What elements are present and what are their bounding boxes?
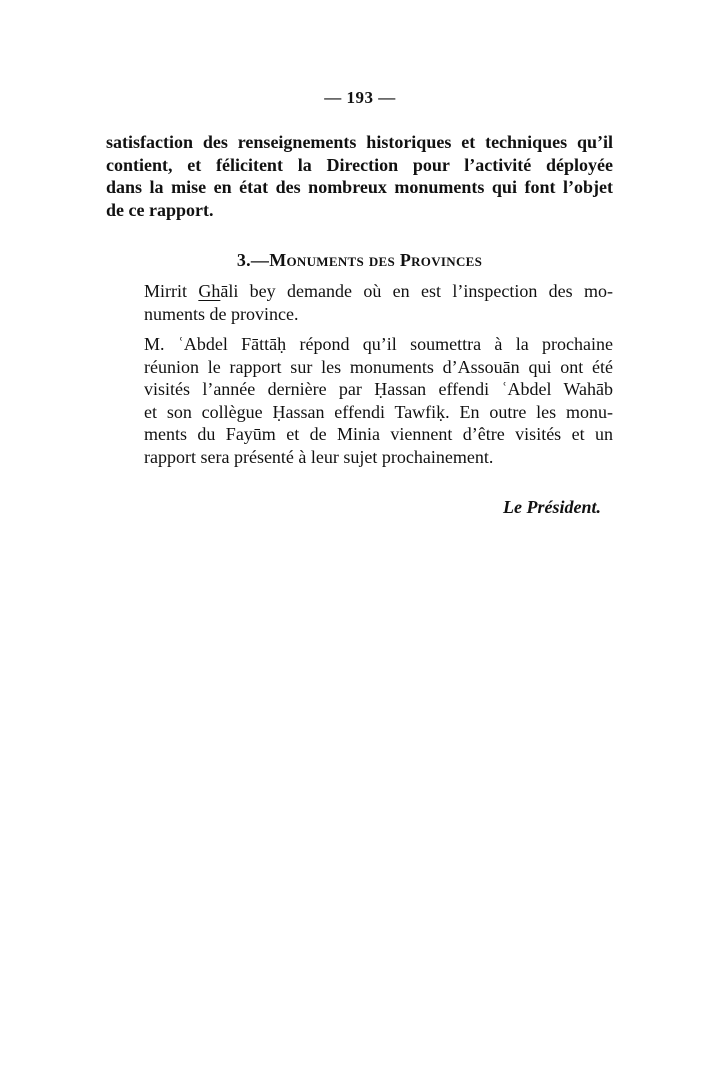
paragraph-continuation bbox=[106, 131, 613, 221]
section-heading: 3.—Monuments des Provinces bbox=[236, 250, 483, 270]
paragraph-reply bbox=[106, 333, 613, 468]
paragraph-inspection-request bbox=[106, 280, 613, 325]
signature: Le Président. bbox=[503, 497, 601, 517]
underlined-transliteration: Gh bbox=[198, 281, 221, 301]
text-line: numents de province. bbox=[144, 303, 299, 324]
text-line: de ce rapport. bbox=[106, 199, 214, 220]
page-number: — 193 — bbox=[324, 88, 396, 107]
text-line: et son collègue Ḥassan effendi Tawfiḳ. En outre les monu- bbox=[144, 401, 613, 422]
text-line: M. ʿAbdel Fāttāḥ répond qu’il soumettra à la prochaine bbox=[144, 334, 613, 354]
text-fragment: Mirrit bbox=[144, 281, 199, 301]
text-line: visités l’année dernière par Ḥassan effendi ʿAbdel Wahāb bbox=[144, 379, 613, 399]
text-line: satisfaction des renseignements historiques et techniques qu’il bbox=[106, 132, 613, 152]
text-line: rapport sera présenté à leur sujet prochainement. bbox=[144, 446, 494, 467]
text-fragment: āli bey demande où en est l’inspection des mo- bbox=[220, 281, 613, 301]
text-line bbox=[106, 280, 613, 303]
text-line: réunion le rapport sur les monuments d’Assouān qui ont été bbox=[144, 356, 613, 377]
text-line: contient, et félicitent la Direction pour l’activité déployée bbox=[106, 154, 613, 175]
text-line: ments du Fayūm et de Minia viennent d’être visités et un bbox=[144, 424, 613, 444]
text-line: dans la mise en état des nombreux monuments qui font l’objet bbox=[106, 177, 613, 197]
